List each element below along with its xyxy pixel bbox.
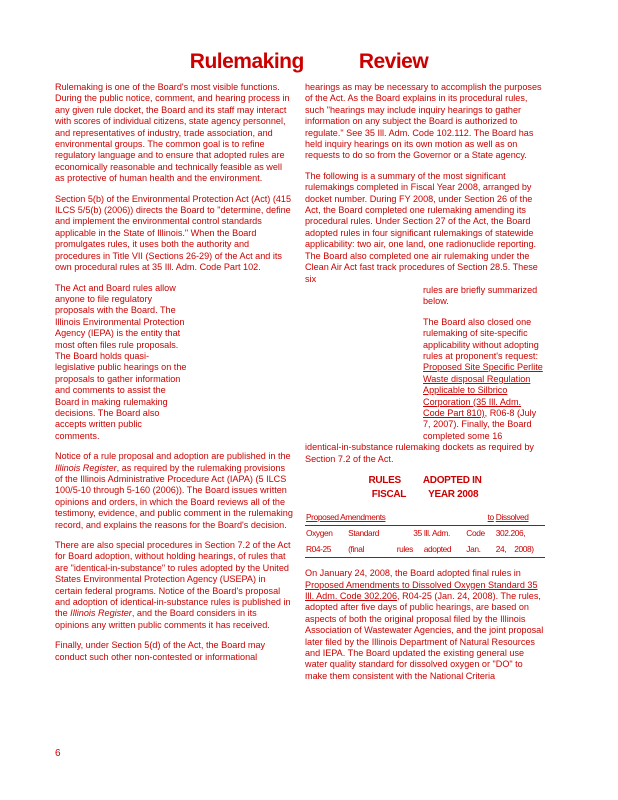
illinois-register-ref: Illinois Register [55,462,117,473]
illinois-register-ref: Illinois Register [70,608,132,619]
page-title [0,50,618,74]
table-row: Oxygen Standard 35 Ill. Adm. Code 302.206, [306,528,526,539]
paragraph-identical-in-substance: There are also special procedures in Section 7.2 of the Act for Board adoption, without holding hearings, of rules that are "identical-in-substance" to rules adopted by the United States Environmental Protection Agency (USEPA) in certain federal programs. Notice of the Board's proposal and adoption of identical-in-substance rules is published in the Illinois Register, and the Board considers in its opinions any written public comments it has received. [55,540,291,630]
page-number: 6 [55,748,61,759]
paragraph-inquiry-hearings: hearings as may be necessary to accomplish the purposes of the Act. As the Board explains in its procedural rules, such "hearings may include inquiry hearings to gather information on any subject the Board is authorized to regulate." See 35 Ill. Adm. Code 102.112. The Board has held inquiry hearings on its own motion as well as on requests to do so from the Governor or a State agency. [305,82,542,161]
left-column [55,82,293,672]
paragraph-proposals: The Act and Board rules allow anyone to file regulatory proposals with the Board. The Illinois Environmental Protection Agency (IEPA) is the entity that most often files rule proposals. The Board holds quasi-legislative public hearings on the proposals to gather information and comments to assist the Board in making rulemaking decisions. The Board also accepts written public comments. [55,282,187,441]
docket-link-dissolved-oxygen[interactable]: Proposed Amendments to Dissolved Oxygen Standard 35 Ill. Adm. Code 302.206 [305,579,538,602]
title-word-2: Review [358,50,429,73]
rules-table-header: Proposed Amendments to Dissolved [305,510,545,526]
docket-link-perlite[interactable]: Proposed Site Specific Perlite Waste disposal Regulation Applicable to Silbrico Corporation (35 Ill. Adm. Code Part 810) [423,362,543,418]
rules-adopted-heading: RULES ADOPTED IN FISCAL YEAR 2008 [368,475,482,500]
rules-table [305,510,545,558]
paragraph-section-5d: Finally, under Section 5(d) of the Act, the Board may conduct such other non-contested or informational [55,640,266,662]
paragraph-section-5b: Section 5(b) of the Environmental Protection Act (Act) (415 ILCS 5/5(b) (2006)) directs the Board to "determine, define and implement the environmental control standards applicable in the State of Illinois." When the Board promulgates rules, it uses both the authority and procedures in Title VII (Sections 26-29) of the Act and its own procedural rules at 35 Ill. Adm. Code Part 102. [55,193,292,273]
table-row: R04-25 (final rules adopted Jan. 24, 2008) [305,542,545,558]
paragraph-site-specific: The Board also closed one rulemaking of site-specific applicability without adopting rules at proponent's request: Proposed Site Specific Perlite Waste disposal Regulation Applicable to Silbrico Corporation (35 Ill. Adm. Code Part 810), R06-8 (July 7, 2007). Finally, the Board completed some 16 identical-in-substance rulemaking dockets as required by Section 7.2 of the Act. [305,316,543,464]
paragraph-dissolved-oxygen: On January 24, 2008, the Board adopted final rules in Proposed Amendments to Dissolved Oxygen Standard 35 Ill. Adm. Code 302.206, R04-25 (Jan. 24, 2008). The rules, adopted after five days of public hearings, are based on aspects of both the original proposal filed by the Illinois Association of Wastewater Agencies, and the joint proposal later filed by the Illinois Department of Natural Resources and IEPA. The Board updated the existing general use water quality standard for dissolved oxygen or "DO" to make them consistent with the National Criteria [305,568,544,681]
paragraph-intro: Rulemaking is one of the Board's most visible functions. During the public notice, comment, and hearing process in any given rule docket, the Board and its staff may interact with scores of individual citizens, state agency personnel, and representatives of industry, trade association, and environmental groups. The common goal is to refine regulatory language and to ensure that adopted rules are economically reasonable and technically feasible as well as protective of human health and the environment. [55,82,290,184]
paragraph-summary: The following is a summary of the most significant rulemakings completed in Fiscal Year 2008, arranged by docket number. During FY 2008, under Section 26 of the Act, the Board completed one rulemaking amending its procedural rules. Under Section 27 of the Act, the Board adopted rules in four significant rulemakings of statewide applicability: two air, one land, one radionuclide reporting. The Board also completed one air rulemaking under the Clean Air Act fast track procedures of Section 28.5. These six rules are briefly summarized below. [305,170,538,307]
right-column [305,82,545,691]
title-word-1: Rulemaking [189,50,304,73]
paragraph-notice: Notice of a rule proposal and adoption are published in the Illinois Register, as required by the rulemaking provisions of the Illinois Administrative Procedure Act (IAPA) (5 ILCS 100/5-10 through 5-160 (2006)). The Board issues written opinions and orders, in which the Board reviews all of the testimony, evidence, and public comment in the rulemaking record, and explains the reasons for the Board's decision. [55,451,293,530]
